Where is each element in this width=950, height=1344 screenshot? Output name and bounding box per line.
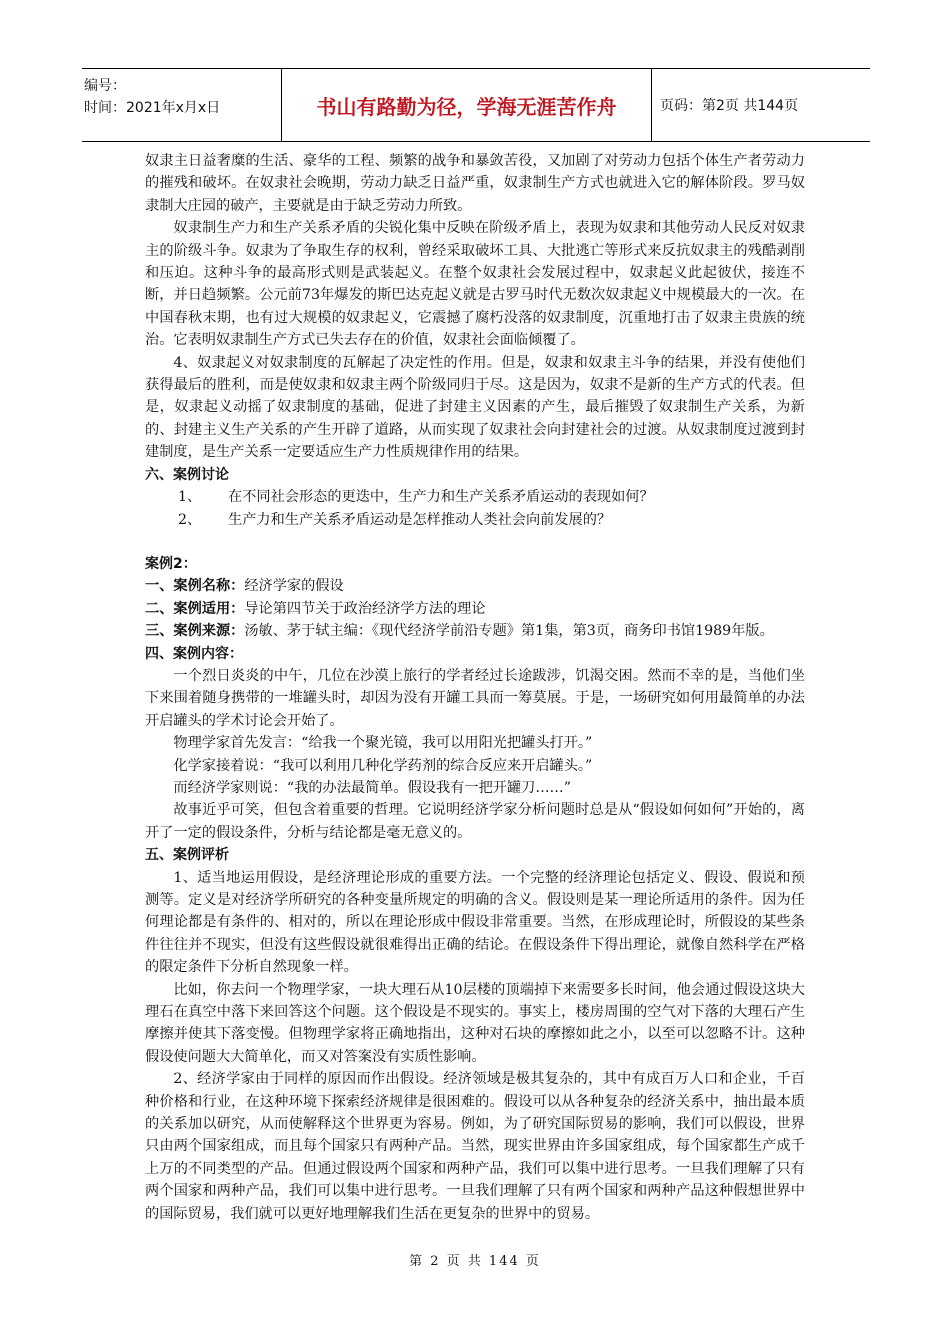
question-number: 1、 <box>178 489 202 506</box>
header-motto: 书山有路勤为径，学海无涯苦作舟 <box>282 69 652 141</box>
page-footer: 第 2 页 共 144 页 <box>409 1254 541 1269</box>
section-heading-discussion: 六、案例讨论 <box>145 466 229 483</box>
paragraph: 奴隶主日益奢糜的生活、豪华的工程、频繁的战争和暴敛苦役，又加剧了对劳动力包括个体生产者劳动力的摧残和破坏。在奴隶社会晚期，劳动力缺乏日益严重，奴隶制生产方式也就进入它的解体阶段。罗马奴隶制大庄园的破产，主要就是由于缺乏劳动力所致。 <box>145 153 805 214</box>
case-source-row <box>145 620 805 642</box>
header-number-label: 编号： <box>84 78 126 94</box>
case-source-value: 汤敏、茅于轼主编：《现代经济学前沿专题》第1集，第3页，商务印书馆1989年版。 <box>244 623 774 640</box>
spacer <box>145 531 805 553</box>
header-time-label: 时间：2021年x月x日 <box>84 100 221 116</box>
case-title: 案例2： <box>145 555 197 572</box>
question-text: 生产力和生产关系矛盾运动是怎样推动人类社会向前发展的？ <box>228 511 612 528</box>
question-number: 2、 <box>178 511 202 528</box>
header-page-info: 页码：第2页 共144页 <box>660 98 799 114</box>
paragraph: 化学家接着说：“我可以利用几种化学药剂的综合反应来开启罐头。” <box>173 757 593 774</box>
question-text: 在不同社会形态的更迭中，生产力和生产关系矛盾运动的表现如何？ <box>228 489 654 506</box>
discussion-question-2 <box>145 509 805 531</box>
paragraph: 故事近乎可笑，但包含着重要的哲理。它说明经济学家分析问题时总是从“假设如何如何”开始的，离开了一定的假设条件，分析与结论都是毫无意义的。 <box>145 802 805 841</box>
case-source-key: 三、案例来源： <box>145 623 245 640</box>
paragraph: 比如，你去问一个物理学家，一块大理石从10层楼的顶端掉下来需要多长时间，他会通过假设这块大理石在真空中落下来回答这个问题。这个假设是不现实的。事实上，楼房周围的空气对下落的大理石产生摩擦并使其下落变慢。但物理学家将正确地指出，这种对石块的摩擦如此之小，以至可以忽略不计。这种假设使问题大大简单化，而又对答案没有实质性影响。 <box>145 981 805 1065</box>
case-name-row <box>145 575 805 597</box>
paragraph: 4、奴隶起义对奴隶制度的瓦解起了决定性的作用。但是，奴隶和奴隶主斗争的结果，并没有使他们获得最后的胜利，而是使奴隶和奴隶主两个阶级同归于尽。这是因为，奴隶不是新的生产方式的代表。但是，奴隶起义动摇了奴隶制度的基础，促进了封建主义因素的产生，最后摧毁了奴隶制生产关系，为新的、封建主义生产关系的产生开辟了道路，从而实现了奴隶社会向封建社会的过渡。从奴隶制度过渡到封建制度，是生产关系一定要适应生产力性质规律作用的结果。 <box>145 354 805 461</box>
paragraph: 而经济学家则说：“我的办法最简单。假设我有一把开罐刀……” <box>173 779 571 796</box>
case-name-value: 经济学家的假设 <box>244 578 344 595</box>
discussion-question-1 <box>145 486 805 508</box>
paragraph: 2、经济学家由于同样的原因而作出假设。经济领域是极其复杂的，其中有成百万人口和企业，千百种价格和行业，在这种环境下探索经济规律是很困难的。假设可以从各种复杂的经济关系中，抽出最本质的关系加以研究，从而使解释这个世界更为容易。例如，为了研究国际贸易的影响，我们可以假设，世界只由两个国家组成，而且每个国家只有两种产品。当然，现实世界由许多国家组成，每个国家都生产成千上万的不同类型的产品。但通过假设两个国家和两种产品，我们可以集中进行思考。一旦我们理解了只有两个国家和两种产品，我们可以集中进行思考。一旦我们理解了只有两个国家和两种产品这种假想世界中的国际贸易，我们就可以更好地理解我们生活在更复杂的世界中的贸易。 <box>145 1071 805 1222</box>
paragraph: 奴隶制生产力和生产关系矛盾的尖锐化集中反映在阶级矛盾上，表现为奴隶和其他劳动人民反对奴隶主的阶级斗争。奴隶为了争取生存的权利，曾经采取破坏工具、大批逃亡等形式来反抗奴隶主的残酷剥削和压迫。这种斗争的最高形式则是武装起义。在整个奴隶社会发展过程中，奴隶起义此起彼伏，接连不断，并日趋频繁。公元前73年爆发的斯巴达克起义就是古罗马时代无数次奴隶起义中规模最大的一次。在中国春秋末期，也有过大规模的奴隶起义，它震撼了腐朽没落的奴隶制度，沉重地打击了奴隶主贵族的统治。它表明奴隶制生产方式已失去存在的价值，奴隶社会面临倾覆了。 <box>145 220 805 349</box>
case-use-row <box>145 598 805 620</box>
case-use-key: 二、案例适用： <box>145 600 245 617</box>
page-header <box>82 68 870 142</box>
header-meta <box>82 69 282 141</box>
case-use-value: 导论第四节关于政治经济学方法的理论 <box>244 600 486 617</box>
section-heading-content: 四、案例内容： <box>145 645 243 662</box>
case-name-key: 一、案例名称： <box>145 578 245 595</box>
paragraph: 1、适当地运用假设，是经济理论形成的重要方法。一个完整的经济理论包括定义、假设、假说和预测等。定义是对经济学所研究的各种变量所规定的明确的含义。假设则是某一理论所适用的条件。因为任何理论都是有条件的、相对的，所以在理论形成中假设非常重要。当然，在形成理论时，所假设的某些条件往往并不现实，但没有这些假设就很难得出正确的结论。在假设条件下得出理论，就像自然科学在严格的限定条件下分析自然现象一样。 <box>145 869 805 976</box>
document-body <box>145 150 805 1225</box>
section-heading-review: 五、案例评析 <box>145 847 229 864</box>
paragraph: 物理学家首先发言：“给我一个聚光镜，我可以用阳光把罐头打开。” <box>173 735 593 752</box>
paragraph: 一个烈日炎炎的中午，几位在沙漠上旅行的学者经过长途跋涉，饥渴交困。然而不幸的是，当他们坐下来围着随身携带的一堆罐头时，却因为没有开罐工具而一筹莫展。于是，一场研究如何用最简单的办法开启罐头的学术讨论会开始了。 <box>145 667 805 729</box>
